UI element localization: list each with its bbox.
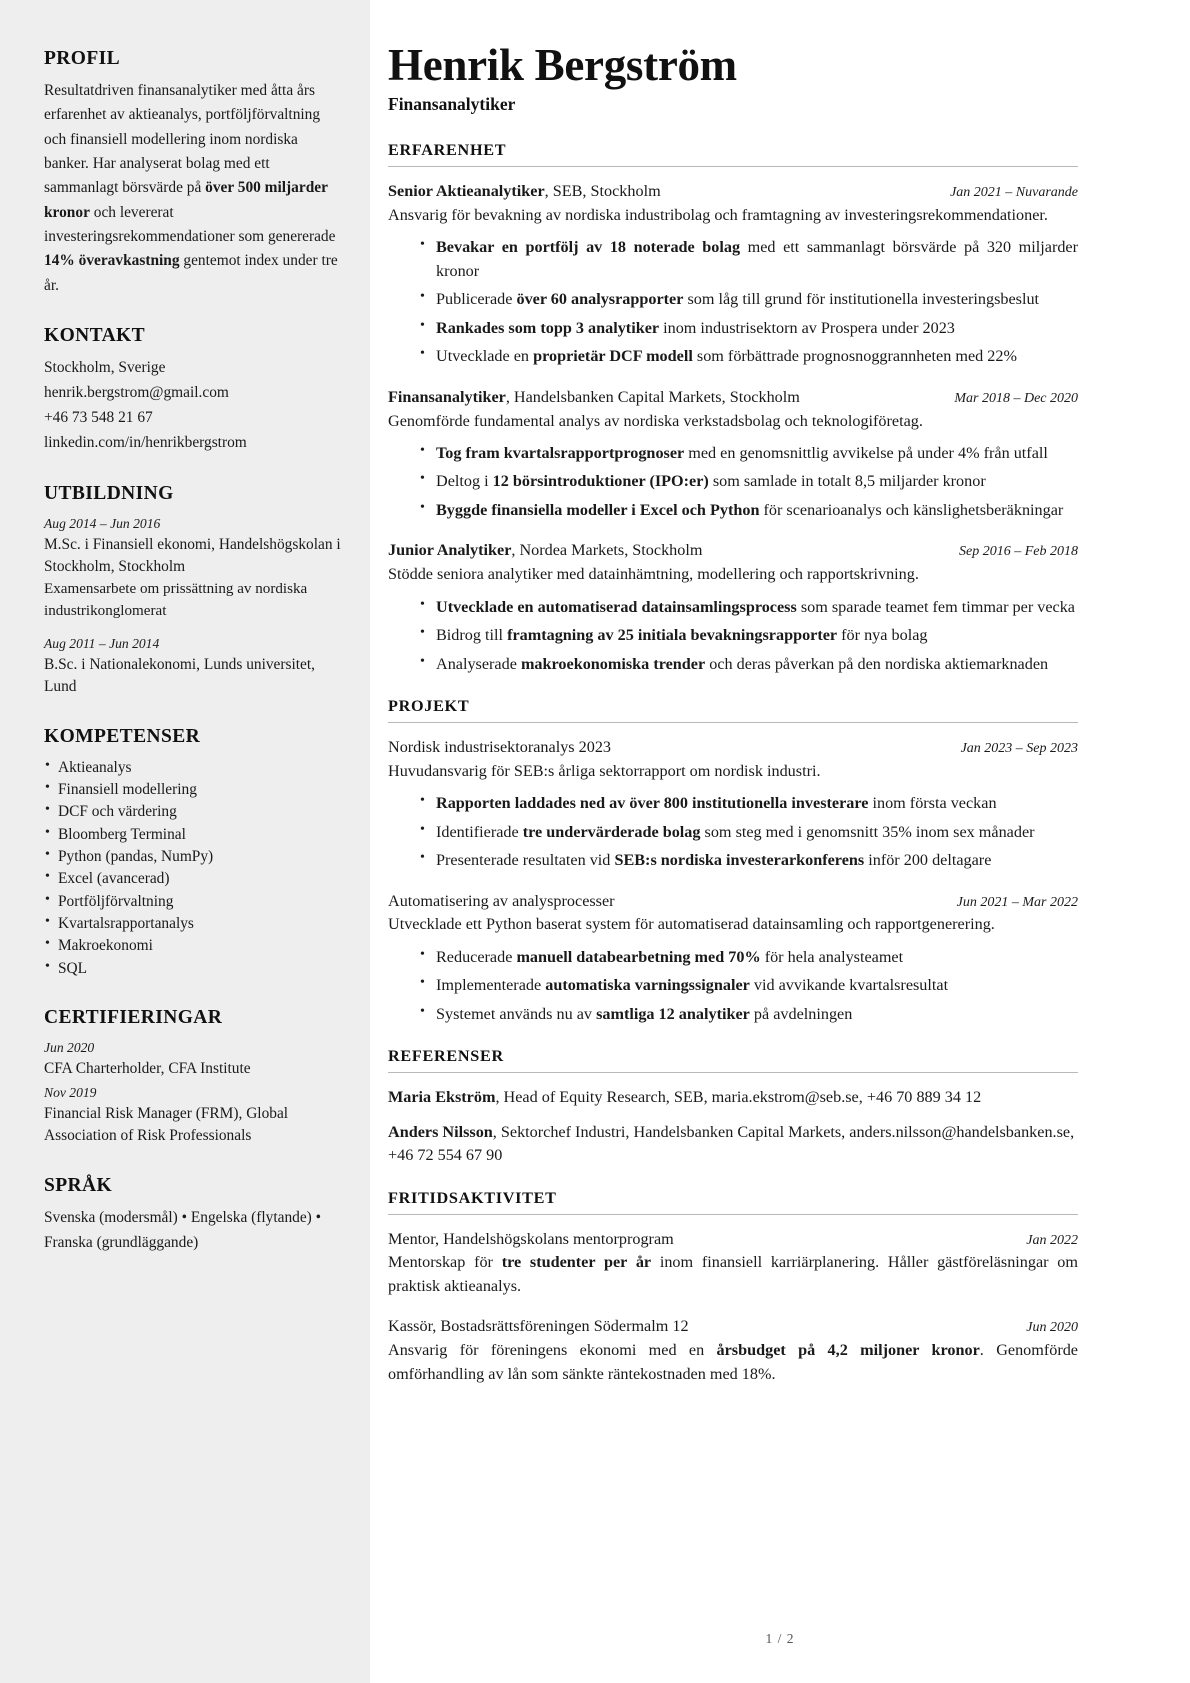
entry-summary: Utvecklade ett Python baserat system för automatiserad datainsamling och rapportgenerering. xyxy=(388,915,995,934)
bullet-run: som låg till grund för institutionella investeringsbeslut xyxy=(683,290,1040,309)
contact-line[interactable]: +46 73 548 21 67 xyxy=(44,408,153,426)
education-date: Aug 2011 – Jun 2014 xyxy=(44,635,160,651)
sidebar-section-education xyxy=(44,483,342,699)
entry-bullet xyxy=(420,345,1078,368)
entry-title-run: Nordisk industrisektoranalys 2023 xyxy=(388,738,612,757)
bullet-run: med en genomsnittlig avvikelse på under 4% från utfall xyxy=(684,443,1048,462)
entry-title-emphasis: Junior Analytiker xyxy=(388,541,512,560)
entry-date: Jun 2021 – Mar 2022 xyxy=(956,894,1078,910)
contact-list xyxy=(44,356,342,456)
entry-title xyxy=(388,736,611,759)
entry-bullet xyxy=(420,653,1078,676)
sidebar-heading-languages: SPRÅK xyxy=(44,1174,113,1196)
bullet-run: Publicerade xyxy=(436,290,517,309)
certifications-list xyxy=(44,1038,342,1148)
entry-title xyxy=(388,1228,674,1251)
bullet-run: på avdelningen xyxy=(749,1004,853,1023)
entry-bullet xyxy=(420,499,1078,522)
skill-item: • Bloomberg Terminal xyxy=(44,824,342,846)
entry-bullet xyxy=(420,821,1078,844)
entry-bullet xyxy=(420,470,1078,493)
entry-summary-run: . Genomförde omförhandling av lån som sänkte räntekostnaden med 18%. xyxy=(388,1341,1078,1383)
bullet-emphasis: manuell databearbetning med 70% xyxy=(516,947,761,966)
section-heading-activities: FRITIDSAKTIVITET xyxy=(388,1188,557,1207)
bullet-run: inom industrisektorn av Prospera under 2023 xyxy=(659,318,955,337)
education-title: B.Sc. i Nationalekonomi, Lunds universitet, Lund xyxy=(44,655,316,696)
entry-header xyxy=(388,1228,1078,1251)
skill-item: • SQL xyxy=(44,958,342,980)
section-heading-references: REFERENSER xyxy=(388,1047,504,1066)
entry-header xyxy=(388,539,1078,562)
entry-title xyxy=(388,180,661,203)
section-divider xyxy=(388,722,1078,723)
profile-run: och levererat investeringsrekommendationer som genererade xyxy=(44,203,336,245)
profile-emphasis: 14% överavkastning xyxy=(44,252,180,270)
bullet-run: Deltog i xyxy=(436,472,493,491)
entry-header xyxy=(388,1315,1078,1338)
profile-run: gentemot index under tre år. xyxy=(44,252,338,294)
bullet-run: för nya bolag xyxy=(837,626,928,645)
bullet-emphasis: Tog fram kvartalsrapportprognoser xyxy=(436,443,685,462)
entry-date: Jan 2023 – Sep 2023 xyxy=(960,741,1078,757)
entry-title-run: Kassör, Bostadsrättsföreningen Södermalm 12 xyxy=(388,1317,689,1336)
sidebar-heading-contact: KONTAKT xyxy=(44,324,146,346)
skill-item: • Kvartalsrapportanalys xyxy=(44,913,342,935)
entry-title xyxy=(388,890,615,913)
experience-entry xyxy=(388,180,1078,369)
reference-run: , Head of Equity Research, SEB, maria.ekstrom@seb.se, +46 70 889 34 12 xyxy=(495,1088,982,1107)
entry-header xyxy=(388,890,1078,913)
reference-run: , Sektorchef Industri, Handelsbanken Capital Markets, anders.nilsson@handelsbanken.se, +46 72 554 67 90 xyxy=(388,1122,1075,1165)
bullet-run: som steg med i genomsnitt 35% inom sex månader xyxy=(700,822,1035,841)
bullet-run: som samlade in totalt 8,5 miljarder kronor xyxy=(708,472,986,491)
skill-item: • Python (pandas, NumPy) xyxy=(44,846,342,868)
bullet-run: Analyserade xyxy=(436,654,521,673)
skill-item: • Finansiell modellering xyxy=(44,779,342,801)
contact-line[interactable]: linkedin.com/in/henrikbergstrom xyxy=(44,433,247,451)
education-list xyxy=(44,514,342,699)
entry-bullet xyxy=(420,849,1078,872)
bullet-emphasis: SEB:s nordiska investerarkonferens xyxy=(614,851,865,870)
activity-entry xyxy=(388,1315,1078,1386)
education-item xyxy=(44,514,342,623)
bullet-emphasis: makroekonomiska trender xyxy=(520,654,706,673)
bullet-run: Systemet används nu av xyxy=(436,1004,597,1023)
bullet-run: för scenarioanalys och känslighetsberäkningar xyxy=(759,500,1064,519)
bullet-run: för hela analysteamet xyxy=(760,947,904,966)
skills-list xyxy=(44,757,342,980)
profile-run: Resultatdriven finansanalytiker med åtta års erfarenhet av aktieanalys, portföljförvaltning och finansiell modellering inom nordiska banker. Har analyserat bolag med ett sammanlagt börsvärde på xyxy=(44,82,321,197)
entry-summary: Stödde seniora analytiker med datainhämtning, modellering och rapportskrivning. xyxy=(388,565,919,584)
activities-list xyxy=(388,1228,1078,1386)
certification-item xyxy=(44,1038,342,1081)
certification-date: Jun 2020 xyxy=(44,1039,95,1055)
entry-title-run: Automatisering av analysprocesser xyxy=(388,891,615,910)
entry-summary-run: Ansvarig för föreningens ekonomi med en xyxy=(388,1341,717,1360)
contact-line[interactable]: henrik.bergstrom@gmail.com xyxy=(44,383,229,401)
main-sections xyxy=(388,141,1078,1026)
contact-line[interactable]: Stockholm, Sverige xyxy=(44,358,166,376)
entry-date: Sep 2016 – Feb 2018 xyxy=(959,544,1078,560)
entry-header xyxy=(388,180,1078,203)
profile-text xyxy=(44,79,342,298)
bullet-emphasis: Rankades som topp 3 analytiker xyxy=(436,318,660,337)
entry-header xyxy=(388,386,1078,409)
section-divider xyxy=(388,166,1078,167)
section-erfarenhet xyxy=(388,141,1078,676)
bullet-run: vid avvikande kvartalsresultat xyxy=(749,976,949,995)
bullet-run: Implementerade xyxy=(436,976,546,995)
entry-title-run: Mentor, Handelshögskolans mentorprogram xyxy=(388,1229,674,1248)
entry-summary-emphasis: årsbudget på 4,2 miljoner kronor xyxy=(716,1341,980,1360)
bullet-run: som sparade teamet fem timmar per vecka xyxy=(796,597,1075,616)
sidebar-section-contact xyxy=(44,325,342,456)
bullet-run: Presenterade resultaten vid xyxy=(436,851,615,870)
entry-title-emphasis: Finansanalytiker xyxy=(388,387,506,406)
bullet-run: Bidrog till xyxy=(436,626,508,645)
references-list xyxy=(388,1086,1078,1167)
sidebar-heading-certifications: CERTIFIERINGAR xyxy=(44,1006,223,1028)
activity-entry xyxy=(388,1228,1078,1299)
entry-title-run: , SEB, Stockholm xyxy=(544,182,661,201)
entry-summary: Genomförde fundamental analys av nordiska verkstadsbolag och teknologiföretag. xyxy=(388,411,923,430)
certification-title: Financial Risk Manager (FRM), Global Association of Risk Professionals xyxy=(44,1105,289,1145)
bullet-emphasis: tre undervärderade bolag xyxy=(522,822,701,841)
bullet-emphasis: framtagning av 25 initiala bevakningsrapporter xyxy=(507,626,838,645)
reference-item xyxy=(388,1121,1078,1168)
bullet-run: Identifierade xyxy=(436,822,523,841)
sidebar-heading-profile: PROFIL xyxy=(44,48,121,69)
candidate-role: Finansanalytiker xyxy=(388,94,516,115)
experience-entry xyxy=(388,890,1078,1027)
bullet-run: med ett sammanlagt börsvärde på 320 miljarder kronor xyxy=(436,238,1079,280)
entry-title-emphasis: Senior Aktieanalytiker xyxy=(388,182,545,201)
entry-title xyxy=(388,1315,689,1338)
entry-title xyxy=(388,386,800,409)
entry-date: Jan 2021 – Nuvarande xyxy=(950,185,1078,201)
page-footer: 1 / 2 xyxy=(765,1631,795,1646)
reference-emphasis: Maria Ekström xyxy=(388,1088,496,1107)
entry-bullet xyxy=(420,624,1078,647)
entry-bullet xyxy=(420,596,1078,619)
entry-bullet-list xyxy=(388,792,1078,872)
entry-summary-emphasis: tre studenter per år xyxy=(501,1253,652,1272)
entry-bullet-list xyxy=(388,596,1078,676)
main-content xyxy=(370,0,1190,1683)
bullet-emphasis: samtliga 12 analytiker xyxy=(596,1004,750,1023)
bullet-run: Utvecklade en xyxy=(436,347,534,366)
entry-summary: Ansvarig för bevakning av nordiska industribolag och framtagning av investeringsrekommendationer. xyxy=(388,205,1048,224)
bullet-run: Reducerade xyxy=(436,947,517,966)
bullet-run: och deras påverkan på den nordiska aktiemarknaden xyxy=(705,654,1049,673)
certification-item xyxy=(44,1083,342,1148)
entry-summary-run: inom finansiell karriärplanering. Håller gästföreläsningar om praktisk aktieanalys. xyxy=(388,1253,1078,1295)
entry-bullet xyxy=(420,288,1078,311)
sidebar-heading-education: UTBILDNING xyxy=(44,482,174,504)
section-heading: ERFARENHET xyxy=(388,141,507,160)
entry-header xyxy=(388,736,1078,759)
section-divider xyxy=(388,1214,1078,1215)
section-heading: PROJEKT xyxy=(388,697,470,716)
experience-entry xyxy=(388,736,1078,873)
entry-bullet xyxy=(420,317,1078,340)
bullet-emphasis: automatiska varningssignaler xyxy=(545,976,750,995)
bullet-run: inför 200 deltagare xyxy=(864,851,992,870)
experience-entry xyxy=(388,386,1078,523)
certification-title: CFA Charterholder, CFA Institute xyxy=(44,1060,251,1078)
entry-bullet xyxy=(420,236,1078,283)
entry-bullet xyxy=(420,442,1078,465)
sidebar-section-skills xyxy=(44,726,342,980)
skill-item: • DCF och värdering xyxy=(44,801,342,823)
bullet-emphasis: Bevakar en portfölj av 18 noterade bolag xyxy=(436,238,741,257)
section-projekt xyxy=(388,697,1078,1026)
skill-item: • Excel (avancerad) xyxy=(44,868,342,890)
education-date: Aug 2014 – Jun 2016 xyxy=(44,515,161,531)
experience-entry xyxy=(388,539,1078,676)
entry-summary xyxy=(388,1251,1078,1298)
skill-item: • Aktieanalys xyxy=(44,757,342,779)
entry-summary: Huvudansvarig för SEB:s årliga sektorrapport om nordisk industri. xyxy=(388,761,821,780)
reference-item xyxy=(388,1086,1078,1109)
entry-date: Jun 2020 xyxy=(1026,1320,1078,1336)
bullet-emphasis: Byggde finansiella modeller i Excel och Python xyxy=(436,500,760,519)
section-references xyxy=(388,1047,1078,1167)
skill-item: • Makroekonomi xyxy=(44,935,342,957)
entry-bullet xyxy=(420,792,1078,815)
reference-emphasis: Anders Nilsson xyxy=(388,1122,493,1141)
entry-bullet-list xyxy=(388,442,1078,522)
education-subtitle: Examensarbete om prissättning av nordiska industrikonglomerat xyxy=(44,580,308,619)
bullet-emphasis: 12 börsintroduktioner (IPO:er) xyxy=(492,472,709,491)
education-item xyxy=(44,634,342,699)
sidebar-section-languages xyxy=(44,1175,342,1256)
candidate-name: Henrik Bergström xyxy=(388,40,737,90)
languages-text: Svenska (modersmål) • Engelska (flytande) • Franska (grundläggande) xyxy=(44,1208,322,1251)
entry-date: Mar 2018 – Dec 2020 xyxy=(954,390,1078,406)
entry-title xyxy=(388,539,702,562)
section-activities xyxy=(388,1189,1078,1386)
bullet-run: som förbättrade prognosnoggrannheten med 22% xyxy=(692,347,1017,366)
entry-date: Jan 2022 xyxy=(1026,1232,1078,1248)
sidebar-section-certifications xyxy=(44,1007,342,1148)
skill-item: • Portföljförvaltning xyxy=(44,891,342,913)
sidebar-heading-skills: KOMPETENSER xyxy=(44,725,201,747)
entry-summary-run: Mentorskap för xyxy=(388,1253,502,1272)
entry-bullet xyxy=(420,946,1078,969)
entry-title-run: , Handelsbanken Capital Markets, Stockholm xyxy=(505,387,800,406)
entry-bullet xyxy=(420,1003,1078,1026)
certification-date: Nov 2019 xyxy=(44,1084,97,1100)
bullet-emphasis: Rapporten laddades ned av över 800 institutionella investerare xyxy=(436,794,869,813)
entry-bullet-list xyxy=(388,236,1078,368)
sidebar-section-profile xyxy=(44,48,342,298)
entry-bullet-list xyxy=(388,946,1078,1026)
bullet-emphasis: Utvecklade en automatiserad datainsamlingsprocess xyxy=(436,597,797,616)
entry-bullet xyxy=(420,974,1078,997)
bullet-emphasis: proprietär DCF modell xyxy=(533,347,693,366)
sidebar xyxy=(0,0,370,1683)
education-title: M.Sc. i Finansiell ekonomi, Handelshögskolan i Stockholm, Stockholm xyxy=(44,536,341,576)
bullet-emphasis: över 60 analysrapporter xyxy=(516,290,684,309)
entry-summary xyxy=(388,1339,1078,1386)
section-divider xyxy=(388,1072,1078,1073)
profile-emphasis: över 500 miljarder kronor xyxy=(44,179,328,221)
bullet-run: inom första veckan xyxy=(868,794,997,813)
entry-title-run: , Nordea Markets, Stockholm xyxy=(511,541,703,560)
